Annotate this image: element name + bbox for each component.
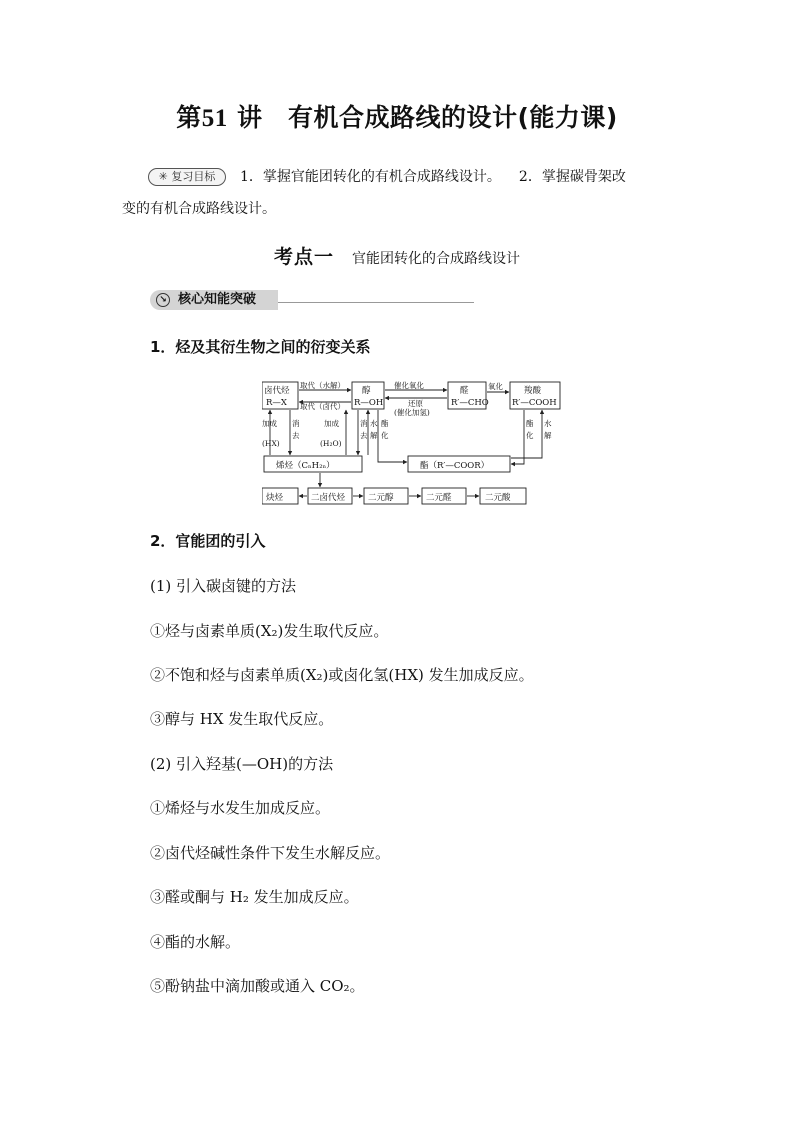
arrow-label-elim-1: 消 xyxy=(292,419,300,428)
arrow-circle-icon: ↘ xyxy=(156,293,170,307)
label-alcohol: 醇 xyxy=(362,386,371,396)
label-dialdehyde: 二元醛 xyxy=(426,493,452,503)
arrow-label-elim-2: 去 xyxy=(292,431,300,440)
label-acid-formula: R′—COOH xyxy=(512,398,557,408)
subsection-halogen-heading: (1) 引入碳卤键的方法 xyxy=(150,577,297,595)
review-goals-line-1 xyxy=(240,168,626,186)
list-item: ⑤酚钠盐中滴加酸或通入 CO₂。 xyxy=(150,977,365,995)
arrow-label-hydro-r1: 水 xyxy=(544,419,552,428)
list-item: ③醇与 HX 发生取代反应。 xyxy=(150,710,334,728)
kaodian-label: 考点一 xyxy=(273,246,334,268)
page-title xyxy=(0,98,794,134)
arrow-label-reduction: 还原 xyxy=(408,399,423,408)
sun-icon: ✳ xyxy=(158,170,168,183)
label-acid: 羧酸 xyxy=(524,386,542,396)
arrow-label-ester-2: 化 xyxy=(381,431,389,440)
review-goals-badge xyxy=(148,168,226,186)
title-number: 51 xyxy=(201,105,228,132)
list-item: ②不饱和烃与卤素单质(X₂)或卤化氢(HX) 发生加成反应。 xyxy=(150,666,534,684)
kaodian-subtitle: 官能团转化的合成路线设计 xyxy=(352,251,520,267)
review-goal-2-end: 变的有机合成路线设计。 xyxy=(122,201,276,217)
label-diacid: 二元酸 xyxy=(485,493,511,503)
review-goal-1: 1．掌握官能团转化的有机合成路线设计。 xyxy=(240,169,501,185)
arrow-label-hydrolysis: 取代（水解） xyxy=(300,381,345,390)
arrow-label-oxidation: 氧化 xyxy=(488,382,503,391)
review-goal-2-start: 2．掌握碳骨架改 xyxy=(518,169,626,185)
arrow-label-hydro-1: 水 xyxy=(370,419,378,428)
list-item: ①烯烃与水发生加成反应。 xyxy=(150,799,331,817)
arrow-label-hydro-2: 解 xyxy=(370,431,378,440)
banner-label: 核心知能突破 xyxy=(178,292,257,307)
list-item: ①烃与卤素单质(X₂)发生取代反应。 xyxy=(150,622,389,640)
list-item: ④酯的水解。 xyxy=(150,933,241,951)
label-alkene: 烯烃（CₙH₂ₙ） xyxy=(276,461,335,471)
arrow-label-halogenation: 取代（卤代） xyxy=(300,402,345,411)
arrow-label-ester-r1: 酯 xyxy=(526,419,534,428)
arrow-label-cat-oxidation: 催化氧化 xyxy=(394,381,424,390)
list-item: ③醛或酮与 H₂ 发生加成反应。 xyxy=(150,888,359,906)
arrow-label-hydrogenation: (催化加氢) xyxy=(394,408,430,417)
kaodian-heading xyxy=(0,242,794,269)
arrow-label-ester-r2: 化 xyxy=(526,431,534,440)
section-2-heading: 2．官能团的引入 xyxy=(150,532,266,550)
list-item: ②卤代烃碱性条件下发生水解反应。 xyxy=(150,844,391,862)
label-alcohol-formula: R—OH xyxy=(354,398,384,408)
arrow-label-elim-b: 去 xyxy=(360,431,368,440)
label-aldehyde-formula: R′—CHO xyxy=(451,398,489,408)
core-knowledge-banner xyxy=(150,290,278,310)
label-aldehyde: 醛 xyxy=(460,386,469,396)
derivation-diagram xyxy=(262,378,564,506)
review-badge-label: 复习目标 xyxy=(171,170,216,183)
section-1-heading: 1．烃及其衍生物之间的衍变关系 xyxy=(150,338,371,356)
arrow-label-add-hx: 加成 xyxy=(262,419,277,428)
arrow-label-elim-a: 消 xyxy=(360,419,368,428)
arrow-label-add-h2o: 加成 xyxy=(324,419,339,428)
banner-divider xyxy=(278,302,474,303)
label-alkyne: 炔烃 xyxy=(266,493,284,503)
label-haloalkane: 卤代烃 xyxy=(264,386,290,396)
arrow-label-hx: (HX) xyxy=(262,439,280,448)
label-dihalide: 二卤代烃 xyxy=(311,493,346,503)
label-ester: 酯（R′—COOR） xyxy=(420,461,490,471)
label-haloalkane-formula: R—X xyxy=(266,398,287,408)
subsection-hydroxyl-heading: (2) 引入羟基(—OH)的方法 xyxy=(150,755,334,773)
arrow-label-hydro-r2: 解 xyxy=(544,431,552,440)
arrow-label-ester-1: 酯 xyxy=(381,419,389,428)
label-diol: 二元醇 xyxy=(368,493,394,503)
title-prefix: 第 xyxy=(176,103,202,132)
arrow-label-h2o: (H₂O) xyxy=(320,439,342,448)
title-text: 讲 有机合成路线的设计(能力课) xyxy=(236,103,618,132)
